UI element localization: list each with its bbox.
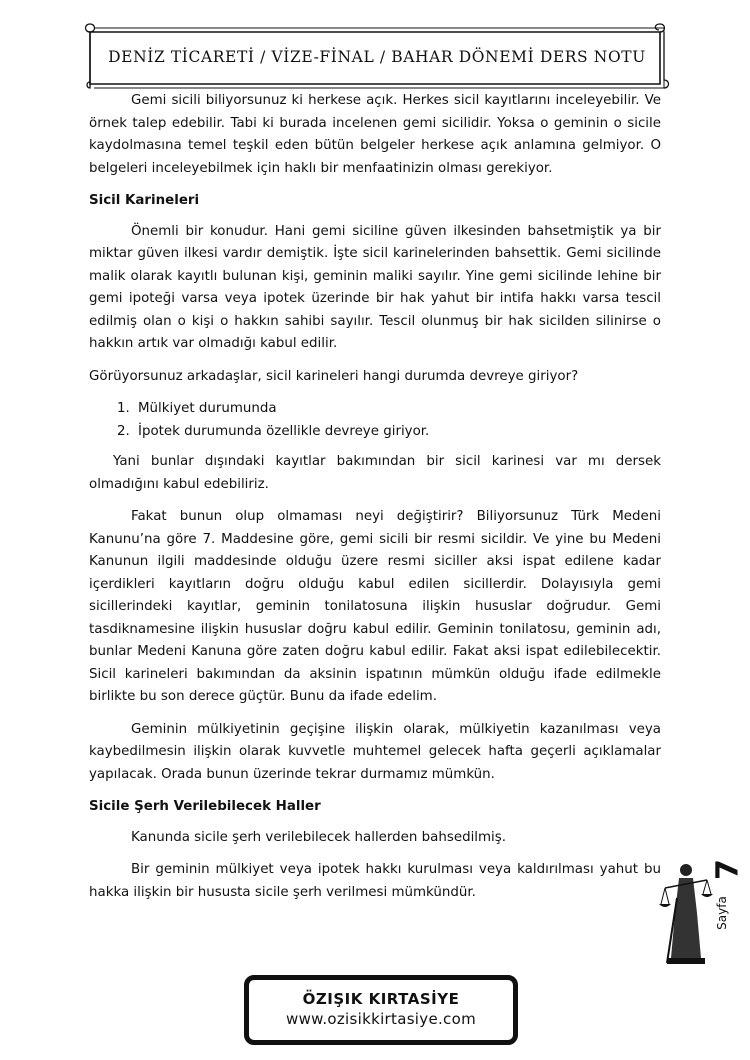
paragraph: Önemli bir konudur. Hani gemi siciline güven ilkesinden bahsetmiştik ya bir miktar güven ilkesi vardır demiştik. İşte sicil karinelerinden bahsettik. Gemi sicilinde malik olarak kayıtlı bulunan kişi, geminin maliki sayılır. Yine gemi sicilinde lehine bir gemi ipoteği varsa veya ipotek üzerinde bir hak yahut bir intifa hakkı varsa tescil edilmiş olan o kişi o hakkın sahibi sayılır. Tescil olunmuş bir hak sicilden silinirse o hakkın artık var olmadığı kabul edilir.	[89, 223, 661, 351]
paragraph: Fakat bunun olup olmaması neyi değiştirir? Biliyorsunuz Türk Medeni Kanunu’na göre 7. Maddesine göre, gemi sicili bir resmi sicildir. Ve yine bu Medeni Kanunun ilgili maddesinde olduğu üzere resmi siciller aksi ispat edilene kadar içerdikleri kayıtların doğru olduğu kabul edilen sicillerdir. Dolayısıyla gemi sicillerindeki kayıtlar, geminin tonilatosuna ilişkin hususlar doğrudur. Gemi tasdiknamesine ilişkin hususlar doğru kabul edilir. Geminin tonilatosu, geminin adı, bunlar Medeni Kanuna göre zaten doğru kabul edilir. Fakat aksi ispat edilebilecektir. Sicil karineleri bakımından da aksinin ispatının mümkün olduğu ifade edilmekle birlikte bu son derece güçtür. Bunu da ifade edelim.	[89, 509, 661, 704]
paragraph: Yani bunlar dışındaki kayıtlar bakımından bir sicil karinesi var mı dersek olmadığını kabul edebiliriz.	[89, 454, 661, 492]
document-title: DENİZ TİCARETİ / VİZE-FİNAL / BAHAR DÖNEMİ DERS NOTU	[108, 48, 646, 66]
page-marker	[655, 858, 746, 968]
list-item: 2. İpotek durumunda özellikle devreye giriyor.	[134, 421, 661, 444]
document-body	[89, 90, 661, 914]
footer-brand: ÖZIŞIK KIRTASİYE	[302, 990, 460, 1008]
header-banner	[82, 18, 672, 92]
paragraph: Görüyorsunuz arkadaşlar, sicil karineleri hangi durumda devreye giriyor?	[89, 368, 579, 384]
paragraph: Bir geminin mülkiyet veya ipotek hakkı kurulması veya kaldırılması yahut bu hakka ilişkin bir hususta sicile şerh verilmesi mümkündür.	[89, 862, 661, 900]
paragraph: Geminin mülkiyetinin geçişine ilişkin olarak, mülkiyetin kazanılması veya kaybedilmesin ilişkin olarak kuvvetle muhtemel gelecek hafta geçerli açıklamalar yapılacak. Orada bunun üzerinde tekrar durmamız mümkün.	[89, 721, 661, 782]
list-item: 1. Mülkiyet durumunda	[134, 398, 661, 421]
lady-justice-icon	[655, 858, 717, 968]
paragraph: Kanunda sicile şerh verilebilecek hallerden bahsedilmiş.	[131, 829, 507, 845]
numbered-list	[89, 398, 661, 443]
paragraph: Gemi sicili biliyorsunuz ki herkese açık. Herkes sicil kayıtlarını inceleyebilir. Ve örnek talep edebilir. Tabi ki burada incelenen gemi sicilidir. Yoksa o geminin o sicile kaydolmasına temel teşkil eden bütün belgeler herkese açık anlamına gelmiyor. O belgeleri inceleyebilmek için haklı bir menfaatinizin olması gerekiyor.	[89, 93, 661, 176]
footer-stamp	[244, 975, 518, 1045]
section-heading-sicil-karineleri: Sicil Karineleri	[89, 193, 200, 208]
footer-url: www.ozisikkirtasiye.com	[286, 1010, 476, 1028]
page-number: 7	[710, 859, 746, 880]
section-heading-serh: Sicile Şerh Verilebilecek Haller	[89, 799, 321, 814]
page-word: Sayfa	[714, 896, 729, 930]
